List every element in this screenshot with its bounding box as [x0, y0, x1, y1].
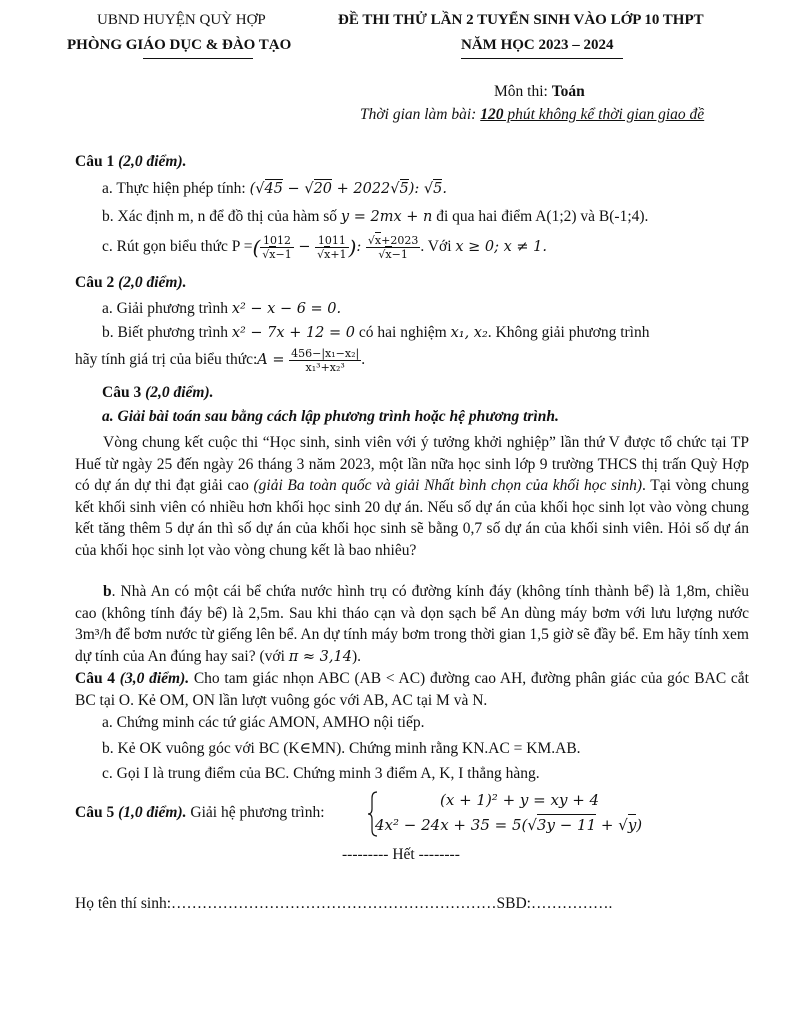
q3-a-paragraph: Vòng chung kết cuộc thi “Học sinh, sinh viên với ý tưởng khởi nghiệp” lần thứ V được tổ chức tại TP Huế từ ngày 25 đến ngày 26 tháng 3 năm 2023, một lần nữa học sinh lớp 9 trường THCS thị trấn Quỳ Hợp có dự án dự thi đạt giải cao (giải Ba toàn quốc và giải Nhất bình chọn của khối học sinh). Tại vòng chung kết khối sinh viên có nhiều hơn khối học sinh 20 dự án. Nếu số dự án của khối học sinh lọt vào vòng chung kết tăng thêm 5 dự án thì số dự án của khối học sinh sẽ bằng 0,7 số dự án của khối sinh viên. Hỏi số dự án của khối học sinh lọt vào vòng chung kết là bao nhiêu? — [75, 434, 749, 559]
q4-intro: Câu 4 (3,0 điểm). Cho tam giác nhọn ABC (AB < AC) đường cao AH, đường phân giác của góc BAC cắt BC tại O. Kẻ OM, ON lần lượt vuông góc với AB, AC tại M và N. — [75, 670, 749, 709]
q3-title: Câu 3 (2,0 điểm). — [102, 384, 214, 401]
q2-a: a. Giải phương trình x² − x − 6 = 0. — [102, 300, 342, 317]
subject-line: Môn thi: Toán — [494, 83, 585, 100]
department-name: UBND HUYỆN QUỲ HỢP — [97, 12, 266, 28]
candidate-line: Họ tên thí sinh:………………………………………………………SBD:……………. — [75, 895, 613, 912]
q4-c: c. Gọi I là trung điểm của BC. Chứng minh 3 điểm A, K, I thẳng hàng. — [102, 765, 540, 782]
q2-title: Câu 2 (2,0 điểm). — [75, 274, 187, 291]
q2-b: b. Biết phương trình x² − 7x + 12 = 0 có hai nghiệm x₁, x₂. Không giải phương trình — [102, 324, 650, 341]
end-marker: --------- Hết -------- — [342, 846, 460, 863]
q1-b: b. Xác định m, n để đồ thị của hàm số y = 2mx + n đi qua hai điểm A(1;2) và B(-1;4). — [102, 208, 649, 225]
exam-title: ĐỀ THI THỬ LẦN 2 TUYỂN SINH VÀO LỚP 10 THPT — [338, 12, 704, 28]
time-line: Thời gian làm bài: 120 phút không kể thời gian giao đề — [360, 106, 705, 123]
q1-a-formula: (√45 − √20 + 2022√5): √5. — [249, 181, 448, 197]
q5-label: Câu 5 (1,0 điểm). Giải hệ phương trình: — [75, 804, 325, 821]
q2-b-line2: hãy tính giá trị của biểu thức:A = $\frac{\text{456−|x₁−x₂|}}{\text{x₁³+x₂³}}$ . — [75, 347, 366, 374]
q5-eq1: (x + 1)² + y = xy + 4 — [440, 791, 600, 809]
q3-a-heading: a. Giải bài toán sau bằng cách lập phương trình hoặc hệ phương trình. — [102, 408, 559, 425]
school-year: NĂM HỌC 2023 – 2024 — [461, 37, 614, 53]
office-name: PHÒNG GIÁO DỤC & ĐÀO TẠO — [67, 37, 292, 53]
q1-title: Câu 1 (2,0 điểm). — [75, 153, 187, 170]
office-underline — [143, 58, 253, 59]
q3-b-paragraph: b. Nhà An có một cái bể chứa nước hình trụ có đường kính đáy (không tính thành bể) là 1,8m, chiều cao (không tính đáy bể) là 2,5m. Sau khi tháo cạn và dọn sạch bể An dùng máy bơm với lưu lượng nước 3m³/h để bơm nước từ giếng lên bể. An dự tính máy bơm trong thời gian 1,5 giờ sẽ đầy bể. Em hãy tính xem dự tính của An đúng hay sai? (với π ≈ 3,14). — [75, 583, 749, 665]
q1-a: a. Thực hiện phép tính: (√45 − √20 + 2022√5): √5. — [102, 180, 448, 197]
q1-c: c. Rút gọn biểu thức P =( $\frac{1012}{√x-1}$ − $\frac{1011}{√x+1}$ ): $\frac{√x+2023}{√x-1}$ . Với x ≥ 0; x ≠ 1. — [102, 234, 548, 261]
q5-eq2: 4x² − 24x + 35 = 5(√3y − 11 + √y) — [375, 816, 643, 834]
q4-a: a. Chứng minh các tứ giác AMON, AMHO nội tiếp. — [102, 714, 425, 731]
year-underline — [461, 58, 623, 59]
q4-b: b. Kẻ OK vuông góc với BC (K∈MN). Chứng minh rằng KN.AC = KM.AB. — [102, 740, 581, 757]
